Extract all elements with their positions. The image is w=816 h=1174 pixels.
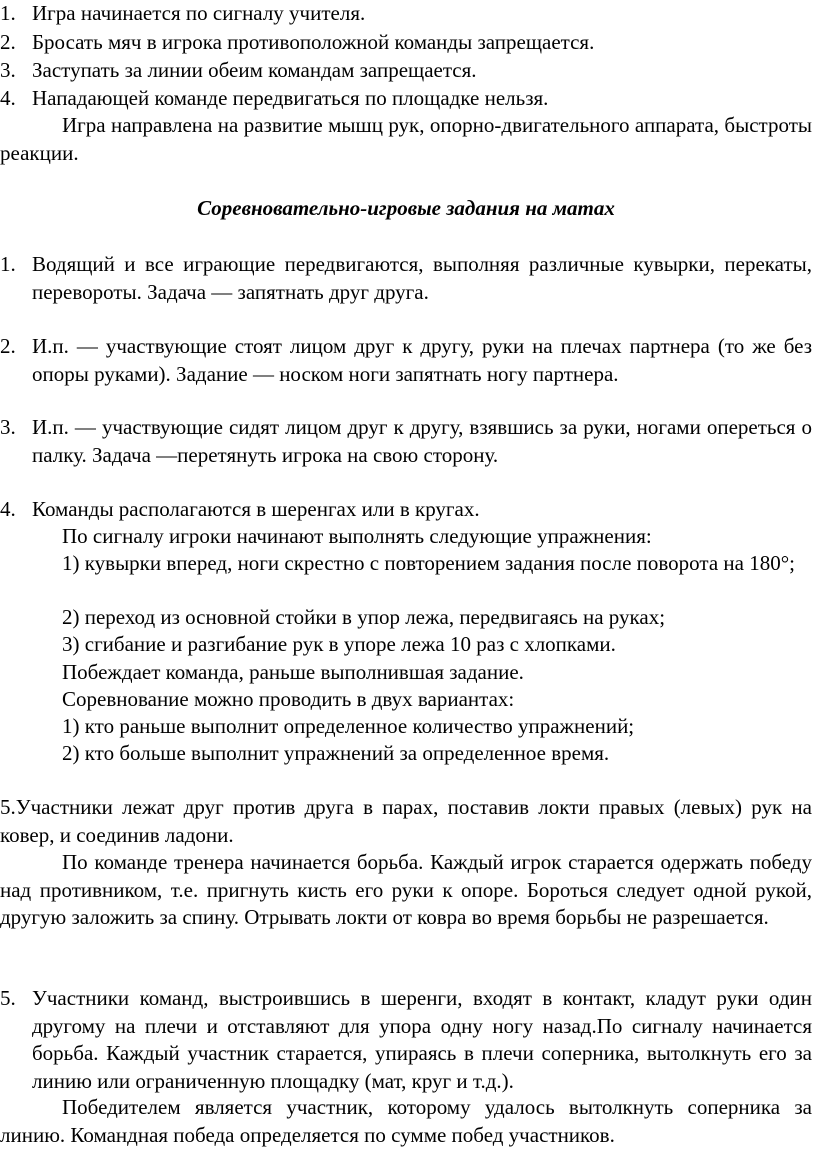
rule-item-4 — [0, 85, 812, 113]
rule-number: 4. — [0, 86, 16, 110]
section-title: Соревновательно-игровые задания на матах — [197, 196, 615, 220]
task-item-3 — [0, 414, 812, 469]
rule-text: Бросать мяч в игрока противоположной команды запрещается. — [32, 30, 595, 54]
task-number: 2. — [0, 334, 16, 358]
task-number: 3. — [0, 415, 16, 439]
task4-winner: Побеждает команда, раньше выполнившая задание. — [62, 660, 524, 684]
task-text: И.п. — участвующие сидят лицом друг к другу, взявшись за руки, ногами опереться о палку. Задача —перетянуть игрока на свою сторону. — [32, 415, 812, 467]
task4-signal-line: По сигналу игроки начинают выполнять следующие упражнения: — [62, 524, 652, 548]
rule-text: Игра начинается по сигналу учителя. — [32, 1, 366, 25]
task5a-paragraph: По команде тренера начинается борьба. Каждый игрок старается одержать победу над противником, т.е. пригнуть кисть его руки к опоре. Бороться следует одной рукой, другую заложить за спину. Отрывать локти от ковра во время борьбы не разрешается. — [0, 850, 812, 929]
task4-variant-1: 1) кто раньше выполнит определенное количество упражнений; — [62, 714, 635, 738]
task-text: Водящий и все играющие передвигаются, выполняя различные кувырки, перекаты, перевороты. Задача — запятнать друг друга. — [32, 252, 812, 304]
task-text: И.п. — участвующие стоят лицом друг к другу, руки на плечах партнера (то же без опоры руками). Задание — носком ноги запятнать ногу партнера. — [32, 334, 812, 386]
rule-number: 1. — [0, 1, 16, 25]
rule-text: Заступать за линии обеим командам запрещается. — [32, 58, 477, 82]
task5b-item — [0, 985, 812, 1095]
rule-item-2 — [0, 29, 812, 57]
task-number: 5. — [0, 986, 16, 1010]
rule-item-1 — [0, 0, 812, 28]
rule-text: Нападающей команде передвигаться по площадке нельзя. — [32, 86, 549, 110]
task-item-4 — [0, 496, 812, 524]
task4-variants: Соревнование можно проводить в двух вариантах: — [62, 687, 515, 711]
task4-exercise-3: 3) сгибание и разгибание рук в упоре лежа 10 раз с хлопками. — [62, 632, 616, 656]
task-number: 1. — [0, 252, 16, 276]
rule-number: 3. — [0, 58, 16, 82]
intro-paragraph: Игра направлена на развитие мышц рук, опорно-двигательного аппарата, быстроты реакции. — [0, 113, 812, 165]
task-number: 4. — [0, 497, 16, 521]
task4-exercise-2: 2) переход из основной стойки в упор лежа, передвигаясь на руках; — [62, 605, 666, 629]
task5a-text: 5.Участники лежат друг против друга в парах, поставив локти правых (левых) рук на ковер, и соединив ладони. — [0, 795, 812, 847]
task-item-1 — [0, 251, 812, 306]
task5b-paragraph: Победителем является участник, которому удалось вытолкнуть соперника за линию. Командная победа определяется по сумме побед участников. — [0, 1095, 812, 1147]
task4-variant-2: 2) кто больше выполнит упражнений за определенное время. — [62, 741, 610, 765]
task-item-2 — [0, 333, 812, 388]
task-text: Команды располагаются в шеренгах или в кругах. — [32, 497, 480, 521]
rule-number: 2. — [0, 30, 16, 54]
task4-exercise-1: 1) кувырки вперед, ноги скрестно с повторением задания после поворота на 180°; — [62, 551, 795, 575]
task-text: Участники команд, выстроившись в шеренги, входят в контакт, кладут руки один другому на плечи и отставляют для упора одну ногу назад.По сигналу начинается борьба. Каждый участник старается, упираясь в плечи соперника, вытолкнуть его за линию или ограниченную площадку (мат, круг и т.д.). — [32, 986, 812, 1093]
rule-item-3 — [0, 57, 812, 85]
